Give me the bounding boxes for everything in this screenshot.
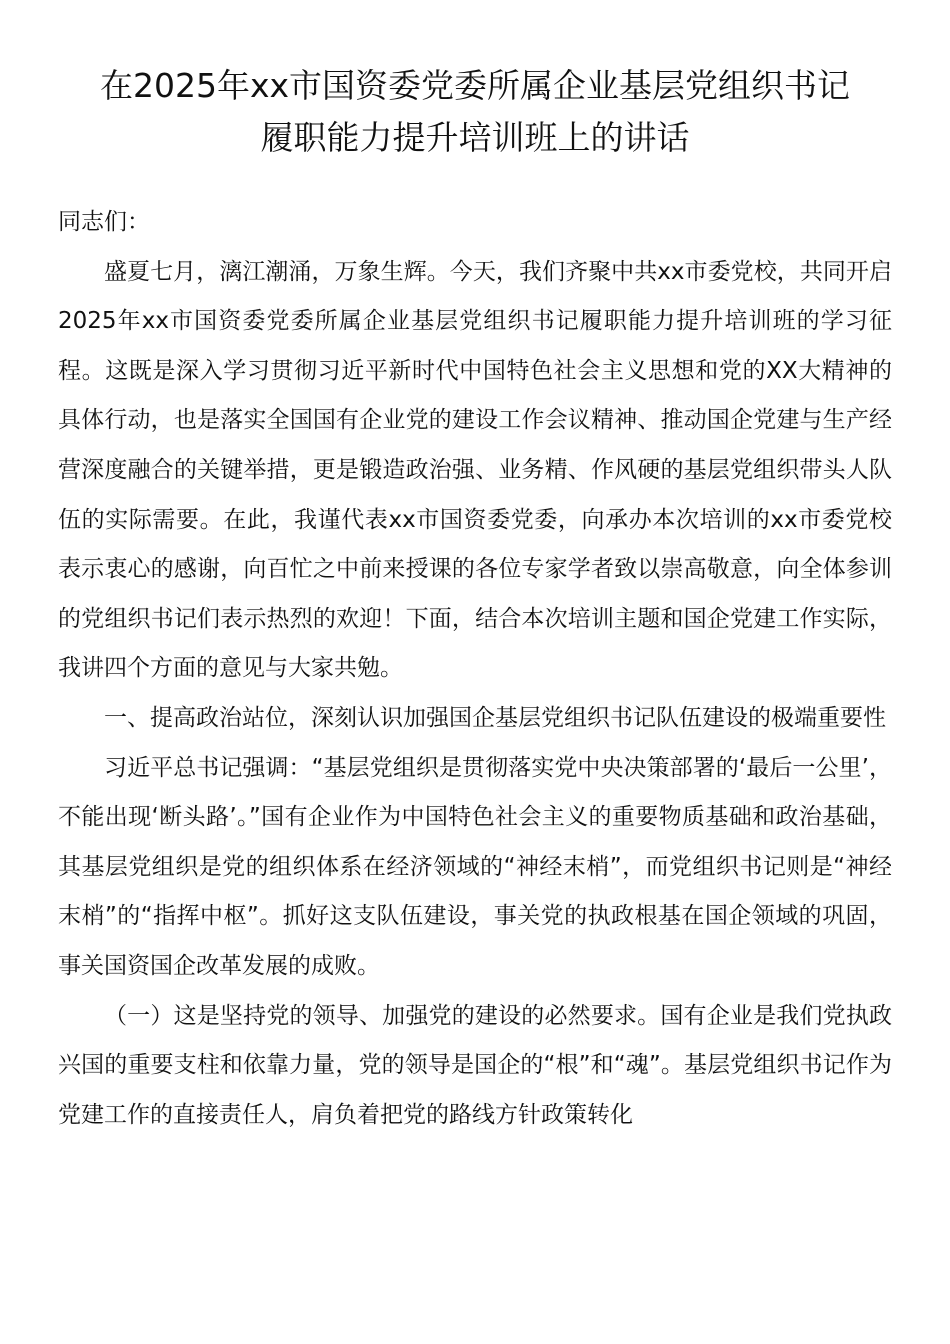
paragraph-opening: 盛夏七月，漓江潮涌，万象生辉。今天，我们齐聚中共xx市委党校，共同开启2025年xx市国资委党委所属企业基层党组织书记履职能力提升培训班的学习征程。这既是深入学习贯彻习近平新时代中国特色社会主义思想和党的XX大精神的具体行动，也是落实全国国有企业党的建设工作会议精神、推动国企党建与生产经营深度融合的关键举措，更是锻造政治强、业务精、作风硬的基层党组织带头人队伍的实际需要。在此，我谨代表xx市国资委党委，向承办本次培训的xx市委党校表示衷心的感谢，向百忙之中前来授课的各位专家学者致以崇高敬意，向全体参训的党组织书记们表示热烈的欢迎！下面，结合本次培训主题和国企党建工作实际，我讲四个方面的意见与大家共勉。: [58, 258, 892, 682]
document-body: [58, 198, 892, 1140]
paragraph-quote: 习近平总书记强调：“基层党组织是贯彻落实党中央决策部署的‘最后一公里’，不能出现‘断头路’。”国有企业作为中国特色社会主义的重要物质基础和政治基础，其基层党组织是党的组织体系在经济领域的“神经末梢”，而党组织书记则是“神经末梢”的“指挥中枢”。抓好这支队伍建设，事关党的执政根基在国企领域的巩固，事关国资国企改革发展的成败。: [58, 754, 892, 979]
document-page: [58, 60, 892, 1140]
document-title: [58, 60, 892, 164]
section-heading-1: 一、提高政治站位，深刻认识加强国企基层党组织书记队伍建设的极端重要性: [104, 704, 886, 731]
title-line-1: 在2025年xx市国资委党委所属企业基层党组织书记: [99, 66, 851, 105]
salutation: 同志们：: [58, 209, 150, 235]
title-line-2: 履职能力提升培训班上的讲话: [260, 118, 690, 157]
paragraph-subpoint-1: （一）这是坚持党的领导、加强党的建设的必然要求。国有企业是我们党执政兴国的重要支柱和依靠力量，党的领导是国企的“根”和“魂”。基层党组织书记作为党建工作的直接责任人，肩负着把党的路线方针政策转化: [58, 1002, 892, 1128]
